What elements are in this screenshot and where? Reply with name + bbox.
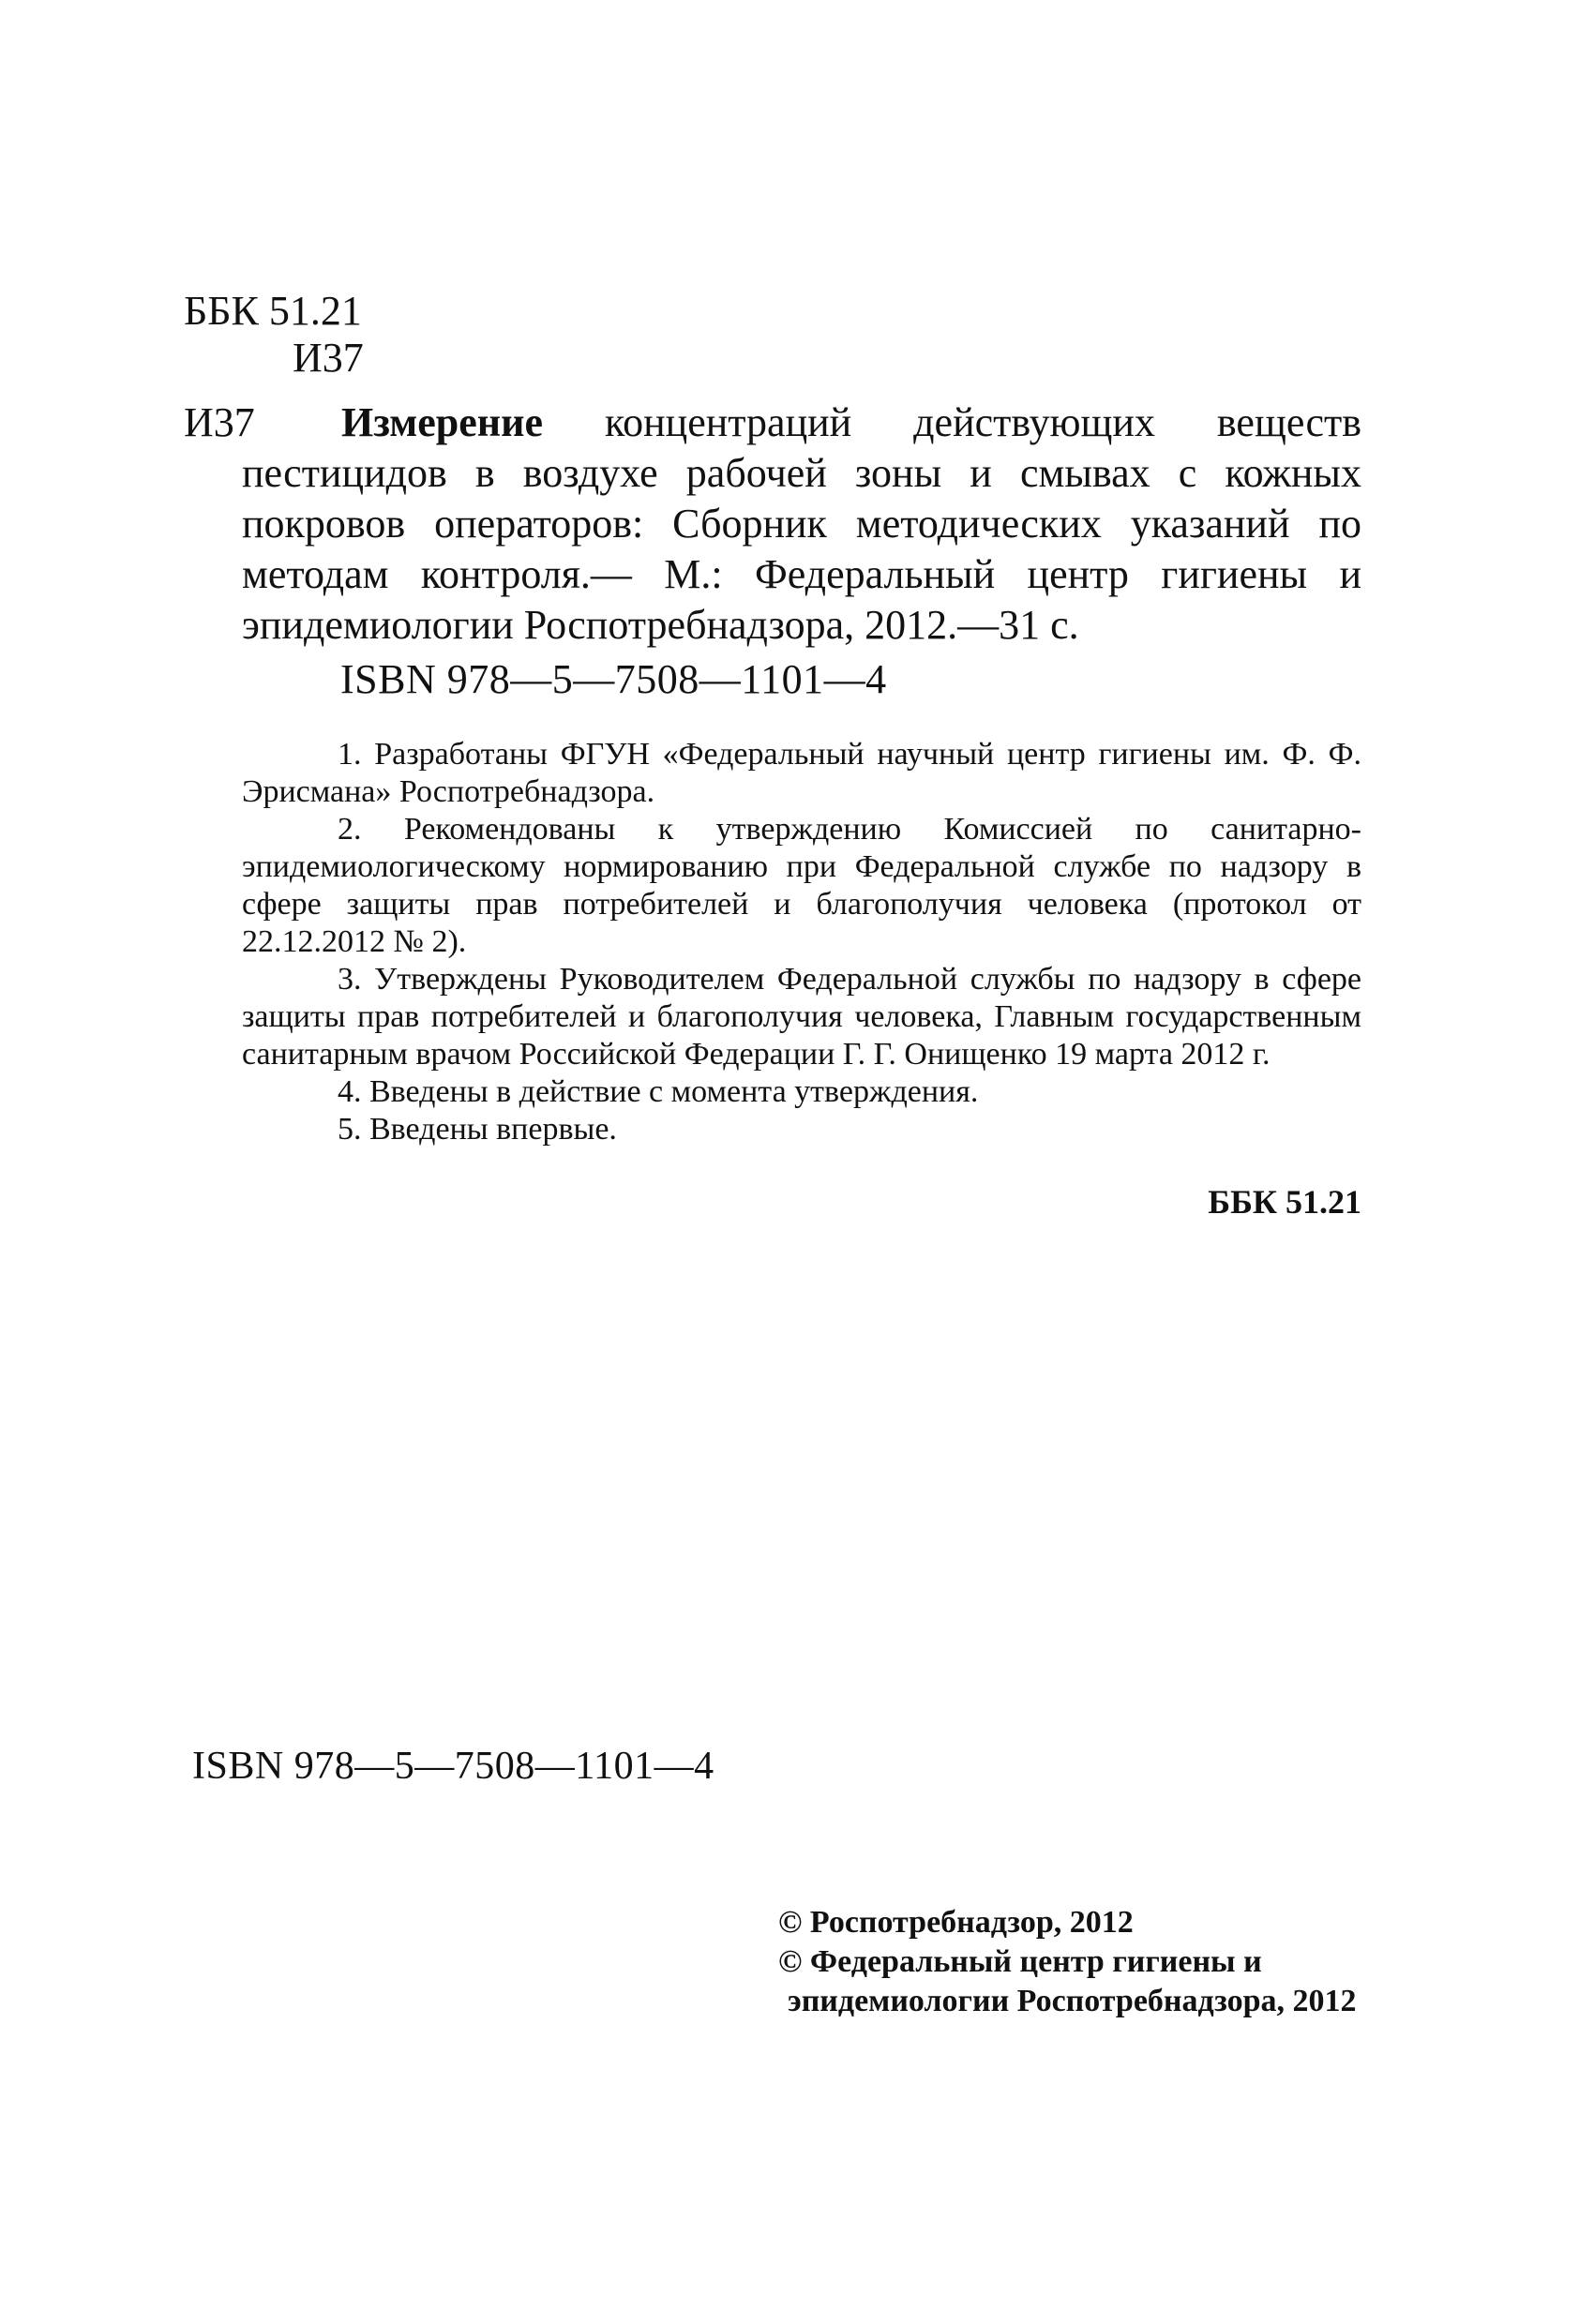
copyright-block xyxy=(778,1903,1435,2021)
note-item: 2. Рекомендованы к утверждению Комиссией по санитарно-эпидемиологическому нормированию при Федеральной службе по надзору в сфере защиты прав потребителей и благополучия человека (протокол от 22.12.2012 № 2). xyxy=(242,812,1361,959)
notes-list xyxy=(242,736,1361,1148)
bibliographic-entry xyxy=(242,397,1361,651)
copyright-line: © Федеральный центр гигиены и xyxy=(778,1944,1262,1979)
entry-description: концентраций действующих веществ пестицидов в воздухе рабочей зоны и смывах с кожных покровов операторов: Сборник методических указаний по методам контроля.— М.: Федеральный центр гигиены и эпидемиологии Роспотребнадзора, 2012.—31 с. xyxy=(242,399,1361,648)
note-item: 1. Разработаны ФГУН «Федеральный научный центр гигиены им. Ф. Ф. Эрисмана» Роспотребнадзора. xyxy=(242,737,1361,809)
bbk-index-top: ББК 51.21 xyxy=(184,288,362,334)
entry-title: Измерение xyxy=(341,399,544,445)
copyright-line: эпидемиологии Роспотребнадзора, 2012 xyxy=(788,1984,1357,2018)
copyright-line: © Роспотребнадзор, 2012 xyxy=(778,1905,1134,1940)
isbn-main: ISBN 978—5—7508—1101—4 xyxy=(340,656,887,702)
note-item: 3. Утверждены Руководителем Федеральной службы по надзору в сфере защиты прав потребителей и благополучия человека, Главным государственным санитарным врачом Российской Федерации Г. Г. Онищенко 19 марта 2012 г. xyxy=(242,962,1361,1072)
author-mark: И37 xyxy=(293,335,364,381)
entry-code: И37 xyxy=(184,399,255,445)
bbk-index-right: ББК 51.21 xyxy=(1208,1183,1361,1221)
isbn-bottom: ISBN 978—5—7508—1101—4 xyxy=(192,1745,714,1788)
note-item: 5. Введены впервые. xyxy=(338,1112,617,1147)
note-item: 4. Введены в действие с момента утверждения. xyxy=(338,1074,979,1109)
